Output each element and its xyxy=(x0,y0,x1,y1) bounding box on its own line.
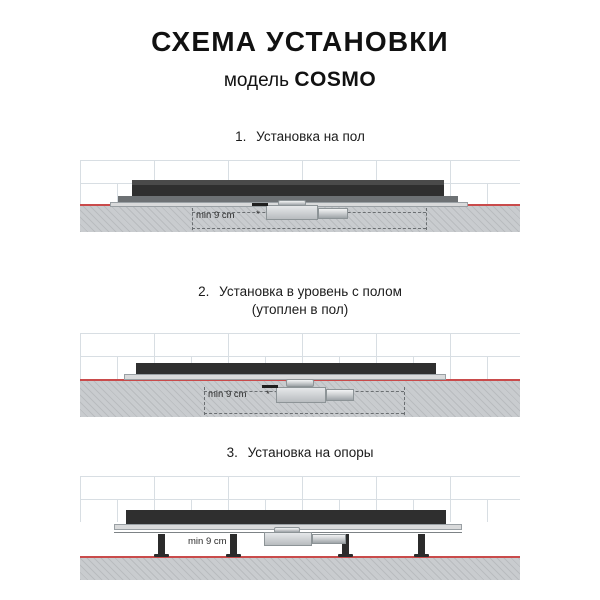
siphon-3 xyxy=(264,532,312,546)
section-flush-with-floor xyxy=(0,283,600,425)
tray-rim-1 xyxy=(132,180,444,185)
model-word: модель xyxy=(223,70,290,91)
drain-pipe-1 xyxy=(318,208,348,219)
drain-connector-1 xyxy=(252,203,268,206)
illustration-2 xyxy=(80,329,520,425)
section-3-label: Установка на опоры xyxy=(247,445,374,460)
section-1-number: 1. xyxy=(235,129,247,144)
tray-chrome-edge-2 xyxy=(124,374,446,380)
siphon-1 xyxy=(266,205,318,220)
support-leg-4 xyxy=(418,534,425,554)
support-leg-2 xyxy=(230,534,237,554)
header xyxy=(0,0,600,92)
siphon-2 xyxy=(276,387,326,403)
dimension-label-2: min 9 cm xyxy=(208,389,247,401)
model-subtitle xyxy=(0,68,600,92)
page-title: СХЕМА УСТАНОВКИ xyxy=(151,26,449,57)
dimension-asterisk-1: * xyxy=(256,209,260,221)
illustration-1 xyxy=(80,156,520,248)
guide-line-2b xyxy=(204,413,404,414)
section-2-number: 2. xyxy=(198,284,210,299)
guide-line-1c xyxy=(192,208,193,230)
section-2-label: Установка в уровень с полом xyxy=(219,284,402,299)
drain-pipe-3 xyxy=(312,534,346,544)
drain-pipe-2 xyxy=(326,389,354,401)
dimension-label-3: min 9 cm xyxy=(188,536,227,548)
floor-slab-3 xyxy=(80,556,520,580)
section-3-number: 3. xyxy=(226,445,238,460)
tray-surface-2 xyxy=(136,363,436,374)
tray-surface-3 xyxy=(126,510,446,524)
section-2-caption xyxy=(0,283,600,319)
dimension-asterisk-2: * xyxy=(266,389,270,401)
guide-line-1b xyxy=(192,228,426,229)
guide-line-1d xyxy=(426,208,427,230)
section-1-caption xyxy=(0,128,600,146)
drain-cap-2 xyxy=(286,379,314,387)
section-install-on-floor xyxy=(0,128,600,248)
section-3-caption xyxy=(0,444,600,462)
dimension-label-1: min 9 cm xyxy=(196,210,235,222)
guide-line-2c xyxy=(204,387,205,415)
model-name: COSMO xyxy=(294,68,377,91)
support-leg-1 xyxy=(158,534,165,554)
tray-surface-1 xyxy=(132,184,444,196)
section-2-sublabel: (утоплен в пол) xyxy=(251,302,349,318)
illustration-3 xyxy=(80,472,520,564)
guide-line-2d xyxy=(404,387,405,415)
drain-connector-2 xyxy=(262,385,278,388)
section-install-on-legs xyxy=(0,444,600,564)
drain-cap-1 xyxy=(278,200,306,206)
section-1-label: Установка на пол xyxy=(256,129,365,144)
drain-cap-3 xyxy=(274,527,300,533)
